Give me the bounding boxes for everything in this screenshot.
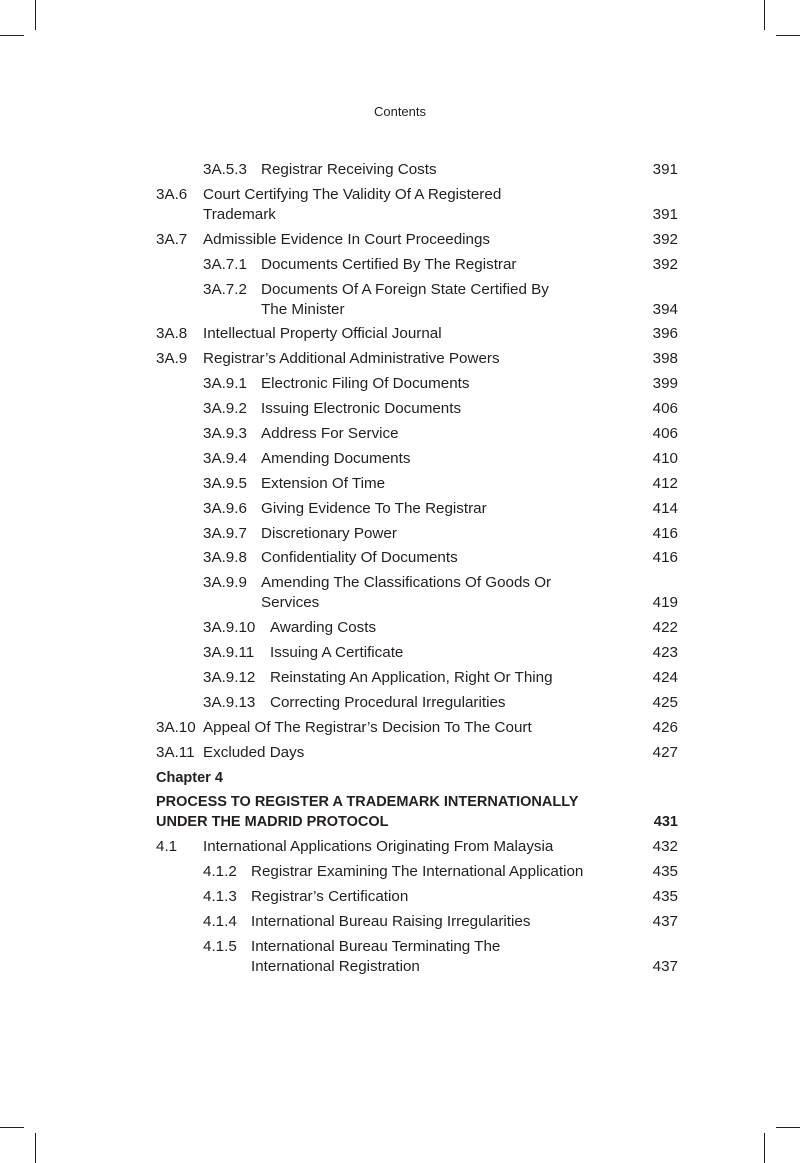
section-title: International Bureau Raising Irregularities [251,913,531,931]
section-number: 3A.9.10 [203,619,256,637]
section-title: Giving Evidence To The Registrar [261,499,487,517]
section-title: International Applications Originating From Malaysia [203,838,554,856]
page-number: 412 [652,474,678,492]
page-number: 435 [652,888,678,906]
toc-entry [156,160,678,180]
section-title: Electronic Filing Of Documents [261,375,470,393]
page-number: 394 [652,300,678,318]
section-title: Correcting Procedural Irregularities [270,693,506,711]
toc-entry [156,718,678,738]
page-number: 414 [652,499,678,517]
section-number: 3A.9.13 [203,693,256,711]
section-number: 3A.7.1 [203,255,247,273]
page-number: 423 [652,644,678,662]
section-title: Documents Certified By The Registrar [261,255,517,273]
section-number: 3A.10 [156,718,196,736]
section-title: Registrar Examining The International Application [251,863,584,881]
chapter-label: Chapter 4 [156,769,223,786]
toc-entry [156,185,678,225]
page-number: 391 [652,161,678,178]
toc-entry [156,693,678,713]
page-number: 406 [652,400,678,418]
page-number: 392 [652,255,678,273]
toc-entry [156,837,678,857]
section-title: Extension Of Time [261,474,386,492]
page-number: 424 [652,669,678,687]
section-title: Registrar’s Additional Administrative Powers [203,350,500,368]
section-title: Court Certifying The Validity Of A Registered Trademark [203,185,502,223]
chapter-title [156,792,678,832]
section-title: Registrar Receiving Costs [261,161,437,178]
section-number: 3A.8 [156,325,188,343]
crop-mark [0,35,24,36]
page-number: 419 [652,594,678,612]
section-number: 3A.9.9 [203,574,247,592]
toc-entry [156,499,678,519]
running-header: Contents [373,104,427,119]
page-number: 432 [652,838,678,856]
toc-entry [156,573,678,613]
section-title: Documents Of A Foreign State Certified By The Minister [261,280,549,318]
page-number: 426 [652,718,678,736]
section-number: 3A.9.2 [203,400,247,418]
toc-entry [156,230,678,250]
chapter-title-line: PROCESS TO REGISTER A TRADEMARK INTERNATIONALLY [156,794,579,811]
section-title: Awarding Costs [270,619,377,637]
section-number: 4.1.5 [203,937,237,955]
section-number: 3A.9 [156,350,188,368]
section-title: Registrar’s Certification [251,888,409,906]
page-number: 398 [652,350,678,368]
section-number: 3A.9.6 [203,499,247,517]
toc-entry [156,937,678,977]
section-number: 3A.11 [156,743,195,761]
section-number: 3A.9.5 [203,474,247,492]
section-title: Intellectual Property Official Journal [203,325,442,343]
section-title: Appeal Of The Registrar’s Decision To The Court [203,718,532,736]
section-number: 3A.7.2 [203,280,247,298]
toc-entry [156,474,678,494]
section-title: Discretionary Power [261,524,397,542]
section-number: 3A.7 [156,230,188,248]
section-number: 3A.9.12 [203,669,256,687]
toc-entry [156,524,678,544]
section-number: 3A.9.3 [203,425,247,443]
section-number: 3A.9.1 [203,375,247,393]
page-number: 392 [652,230,678,248]
toc-entry [156,743,678,763]
crop-mark [776,1127,800,1128]
page-number: 437 [652,957,678,975]
table-of-contents [156,160,678,982]
crop-mark [35,0,36,30]
crop-mark [776,35,800,36]
page-number: 410 [652,449,678,467]
section-title: Admissible Evidence In Court Proceedings [203,230,491,248]
toc-entry [156,349,678,369]
toc-entry [156,280,678,320]
section-number: 4.1.3 [203,888,237,906]
toc-entry [156,912,678,932]
toc-entry [156,424,678,444]
chapter-title-line: UNDER THE MADRID PROTOCOL [156,814,389,831]
section-number: 3A.5.3 [203,161,247,178]
section-title: Reinstating An Application, Right Or Thing [270,669,553,687]
toc-entry [156,324,678,344]
page-number: 416 [652,549,678,567]
section-title: Address For Service [261,425,399,443]
toc-entry [156,399,678,419]
page-number: 435 [652,863,678,881]
section-title: Issuing A Certificate [270,644,404,662]
toc-entry [156,618,678,638]
chapter-page-number: 431 [653,814,678,831]
section-number: 3A.9.4 [203,449,247,467]
page-number: 437 [652,913,678,931]
toc-entry [156,887,678,907]
section-number: 4.1.4 [203,913,237,931]
section-number: 3A.6 [156,185,188,203]
section-number: 3A.9.7 [203,524,247,542]
page-number: 399 [652,375,678,393]
page-number: 406 [652,425,678,443]
section-title: Amending Documents [261,449,411,467]
crop-mark [764,0,765,30]
toc-entry [156,862,678,882]
page-number: 422 [652,619,678,637]
crop-mark [35,1133,36,1163]
section-title: International Bureau Terminating The International Registration [251,937,501,975]
page-number: 416 [652,524,678,542]
section-number: 3A.9.8 [203,549,247,567]
section-title: Issuing Electronic Documents [261,400,462,418]
section-title: Confidentiality Of Documents [261,549,458,567]
crop-mark [764,1133,765,1163]
toc-entry [156,668,678,688]
page-number: 427 [652,743,678,761]
page-number: 396 [652,325,678,343]
section-number: 3A.9.11 [203,644,255,662]
page-number: 391 [652,205,678,223]
crop-mark [0,1127,24,1128]
section-title: Amending The Classifications Of Goods Or Services [261,574,552,612]
page-number: 425 [652,693,678,711]
toc-entry [156,449,678,469]
toc-entry [156,548,678,568]
toc-entry [156,374,678,394]
toc-entry [156,255,678,275]
section-number: 4.1.2 [203,863,237,881]
toc-entry [156,643,678,663]
section-number: 4.1 [156,838,178,856]
section-title: Excluded Days [203,743,305,761]
